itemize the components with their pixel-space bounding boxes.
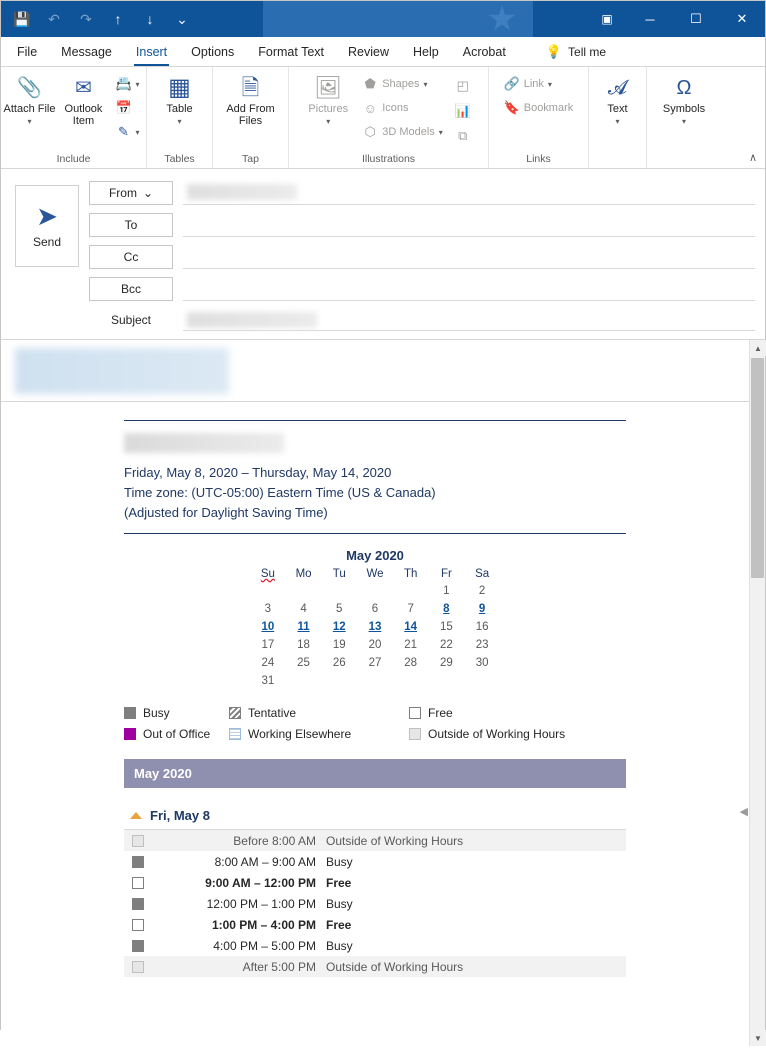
slot-status: Outside of Working Hours <box>326 833 464 848</box>
legend-item-busy <box>124 706 229 720</box>
send-label: Send <box>32 235 62 249</box>
chevron-down-icon: ▾ <box>326 117 331 126</box>
slot-status: Free <box>326 875 352 890</box>
minimize-button[interactable]: ─ <box>645 11 655 27</box>
link-button[interactable] <box>500 73 578 95</box>
outside-hours-swatch-icon <box>409 728 421 740</box>
subject-label: Subject <box>110 313 152 327</box>
cc-button[interactable] <box>89 245 173 269</box>
tab-format-text[interactable]: Format Text <box>258 44 325 59</box>
weekday-su: Su <box>260 568 275 580</box>
calendar-day-14: 14 <box>404 621 418 633</box>
legend-item-outside-working-hours <box>409 727 626 741</box>
day-slot-row <box>124 872 626 893</box>
include-small-buttons <box>111 71 143 143</box>
body-scroll-area[interactable] <box>1 420 765 1064</box>
body-vertical-scrollbar[interactable] <box>749 340 765 1046</box>
free-swatch-icon <box>409 707 421 719</box>
save-icon[interactable]: 💾 <box>13 10 31 27</box>
bcc-label: Bcc <box>120 282 141 296</box>
slot-time: After 5:00 PM <box>242 959 316 974</box>
tab-options[interactable]: Options <box>191 44 235 59</box>
day-slot-row <box>124 830 626 851</box>
calendar-day-13: 13 <box>368 621 382 633</box>
move-down-icon[interactable]: ↓ <box>146 11 154 27</box>
calendar-day-9: 9 <box>478 603 486 615</box>
calendar-day-empty <box>357 582 393 600</box>
legend-label-out-of-office: Out of Office <box>143 727 211 741</box>
mini-calendar-table <box>250 567 500 690</box>
calendar-day-20: 20 <box>368 639 382 651</box>
slot-time: 8:00 AM – 9:00 AM <box>214 854 316 869</box>
collapse-ribbon-icon[interactable]: ∧ <box>748 152 757 164</box>
chevron-down-icon: ⌄ <box>142 186 154 200</box>
shapes-label: Shapes <box>382 78 420 90</box>
free-swatch-icon <box>132 877 144 889</box>
to-label: To <box>124 218 138 232</box>
slot-status: Busy <box>326 896 353 911</box>
calendar-day-29: 29 <box>439 657 453 669</box>
title-bar-decoration <box>263 1 533 37</box>
ribbon-display-options-icon[interactable]: ▣ <box>601 12 613 26</box>
tab-acrobat[interactable]: Acrobat <box>462 44 506 59</box>
cc-row <box>89 243 755 271</box>
slot-status: Busy <box>326 854 353 869</box>
signature-icon: ✎ <box>118 124 129 139</box>
subject-row <box>89 307 755 333</box>
calendar-day-empty <box>286 672 322 690</box>
subject-value-redacted <box>187 312 317 328</box>
outside-swatch-icon <box>132 961 144 973</box>
bookmark-button[interactable] <box>500 97 578 119</box>
undo-icon[interactable]: ↶ <box>48 10 60 27</box>
message-body <box>1 340 765 1046</box>
link-icon: 🔗 <box>503 76 520 91</box>
busy-swatch-icon <box>132 856 144 868</box>
calendar-day-empty <box>357 672 393 690</box>
outside-swatch-icon <box>132 835 144 847</box>
calendar-day-1: 1 <box>443 585 450 597</box>
calendar-day-12: 12 <box>332 621 346 633</box>
working-elsewhere-swatch-icon <box>229 728 241 740</box>
links-small-buttons <box>500 71 578 119</box>
group-label-illustrations: Illustrations <box>361 153 416 165</box>
screenshot-icon[interactable]: ⧉ <box>458 128 468 143</box>
chevron-down-icon: ▾ <box>438 127 443 137</box>
weekday-fr: Fr <box>440 568 452 580</box>
picture-icon: 🖼 <box>314 75 343 100</box>
legend-item-out-of-office <box>124 727 229 741</box>
legend-item-free <box>409 706 626 720</box>
to-button[interactable] <box>89 213 173 237</box>
tab-help[interactable]: Help <box>413 44 439 59</box>
pictures-label: Pictures <box>308 103 349 115</box>
calendar-day-2: 2 <box>478 585 486 597</box>
calendar-day-19: 19 <box>332 639 346 651</box>
table-icon: ▦ <box>168 74 191 101</box>
dst-line: (Adjusted for Daylight Saving Time) <box>124 505 328 520</box>
business-card-button[interactable] <box>111 73 143 95</box>
cube-icon: ⬡ <box>364 124 376 139</box>
busy-swatch-icon <box>124 707 136 719</box>
from-input[interactable] <box>183 181 755 205</box>
ribbon-group-links <box>489 67 589 168</box>
chevron-down-icon: ▾ <box>423 79 428 89</box>
symbols-label: Symbols <box>662 103 706 115</box>
slot-time: Before 8:00 AM <box>233 833 316 848</box>
close-button[interactable]: ✕ <box>736 11 748 26</box>
add-from-files-button[interactable] <box>219 71 283 127</box>
slot-time: 4:00 PM – 5:00 PM <box>213 938 316 953</box>
cc-label: Cc <box>123 250 139 264</box>
weekday-tu: Tu <box>332 568 346 580</box>
illustrations-small-buttons <box>358 71 447 143</box>
chevron-down-icon: ▾ <box>177 117 182 126</box>
calendar-day-17: 17 <box>261 639 275 651</box>
link-label: Link <box>523 78 544 90</box>
calendar-day-15: 15 <box>439 621 453 633</box>
mini-calendar-title: May 2020 <box>346 548 404 563</box>
envelope-icon: ✉ <box>75 77 92 99</box>
timezone-line: Time zone: (UTC-05:00) Eastern Time (US & Canada) <box>124 485 436 500</box>
tell-me-label: Tell me <box>568 44 607 59</box>
text-button[interactable] <box>592 71 644 128</box>
window-controls <box>587 1 765 37</box>
day-header-label: Fri, May 8 <box>150 808 210 823</box>
ribbon-group-illustrations <box>289 67 489 168</box>
calendar-day-5: 5 <box>336 603 343 615</box>
calendar-day-empty <box>286 582 322 600</box>
documents-icon: 🗎 <box>241 75 260 100</box>
date-range-line: Friday, May 8, 2020 – Thursday, May 14, 2020 <box>124 465 392 480</box>
tab-file[interactable]: File <box>17 44 38 59</box>
table-label: Table <box>166 103 193 115</box>
scroll-down-arrow-icon[interactable]: ▼ <box>750 1030 766 1046</box>
calendar-day-empty <box>250 582 286 600</box>
calendar-day-30: 30 <box>475 657 489 669</box>
legend-label-working-elsewhere: Working Elsewhere <box>248 727 352 741</box>
month-banner: May 2020 <box>124 759 626 788</box>
icons-icon: ☺ <box>363 100 377 116</box>
chevron-down-icon: ▾ <box>681 117 686 126</box>
calendar-day-23: 23 <box>475 639 489 651</box>
calendar-icon: 📅 <box>115 100 132 115</box>
calendar-day-3: 3 <box>264 603 272 615</box>
bcc-row <box>89 275 755 303</box>
calendar-day-6: 6 <box>371 603 379 615</box>
calendar-week-row <box>250 600 500 618</box>
calendar-day-empty <box>393 672 429 690</box>
legend-label-outside-working-hours: Outside of Working Hours <box>428 727 566 741</box>
signature-button[interactable] <box>111 121 143 143</box>
calendar-day-11: 11 <box>297 621 310 633</box>
from-label: From <box>108 186 137 200</box>
tell-me-search[interactable] <box>536 37 616 66</box>
symbols-button[interactable] <box>652 71 716 128</box>
calendar-day-10: 10 <box>261 621 275 633</box>
cc-input[interactable] <box>183 245 755 269</box>
from-row <box>89 179 755 207</box>
bookmark-icon: 🔖 <box>503 100 520 115</box>
chevron-down-icon: ▾ <box>547 79 552 89</box>
ribbon-group-tables <box>147 67 213 168</box>
slot-status: Outside of Working Hours <box>326 959 464 974</box>
slot-status: Free <box>326 917 352 932</box>
calendar-button[interactable] <box>111 97 143 119</box>
attach-file-label: Attach File <box>3 103 56 115</box>
calendar-week-row <box>250 582 500 600</box>
attach-file-button[interactable] <box>3 71 55 128</box>
redo-icon[interactable]: ↷ <box>80 10 92 27</box>
tab-review[interactable]: Review <box>348 44 390 59</box>
scroll-up-arrow-icon[interactable]: ▲ <box>750 340 766 356</box>
mini-calendar <box>250 548 500 690</box>
calendar-day-18: 18 <box>297 639 310 651</box>
bcc-button[interactable] <box>89 277 173 301</box>
move-up-icon[interactable]: ↑ <box>114 11 122 27</box>
from-value-redacted <box>187 184 297 200</box>
day-slot-row <box>124 914 626 935</box>
collapse-triangle-icon[interactable] <box>130 812 142 819</box>
body-signature-redacted <box>15 348 229 394</box>
legend-label-free: Free <box>428 706 453 720</box>
day-slot-row <box>124 893 626 914</box>
calendar-day-25: 25 <box>297 657 310 669</box>
ribbon <box>1 67 765 169</box>
legend-item-working-elsewhere <box>229 727 409 741</box>
document-top-rule <box>124 420 626 421</box>
chevron-down-icon: ▾ <box>27 117 32 126</box>
lightbulb-icon: 💡 <box>545 43 563 59</box>
quick-access-toolbar <box>1 4 197 34</box>
ribbon-group-symbols <box>647 67 721 168</box>
availability-page <box>1 420 765 977</box>
calendar-day-27: 27 <box>368 657 382 669</box>
paperclip-icon: 📎 <box>17 77 42 99</box>
send-button[interactable] <box>15 185 79 267</box>
weekday-header-row <box>250 567 500 582</box>
weekday-sa: Sa <box>475 568 490 580</box>
tab-message[interactable]: Message <box>61 44 112 59</box>
status-legend <box>124 706 626 741</box>
calendar-day-31: 31 <box>261 675 275 687</box>
calendar-day-empty <box>393 582 429 600</box>
tab-insert[interactable]: Insert <box>124 37 179 66</box>
3d-models-button[interactable] <box>358 121 447 143</box>
ribbon-tabs <box>1 37 765 67</box>
chevron-down-icon: ▾ <box>615 117 620 126</box>
availability-meta <box>124 463 626 523</box>
outlook-item-button[interactable] <box>57 71 109 127</box>
calendar-day-22: 22 <box>439 639 453 651</box>
smartart-icon[interactable]: ◰ <box>456 78 469 93</box>
out-of-office-swatch-icon <box>124 728 136 740</box>
day-slot-row <box>124 956 626 977</box>
group-label-tables: Tables <box>164 153 195 165</box>
day-slot-row <box>124 851 626 872</box>
chevron-down-icon: ▾ <box>135 127 140 137</box>
from-button[interactable] <box>89 181 173 205</box>
table-button[interactable] <box>154 71 206 128</box>
calendar-day-empty <box>464 672 500 690</box>
calendar-day-empty <box>321 582 357 600</box>
text-label: Text <box>607 103 628 115</box>
business-card-icon: 📇 <box>115 76 132 91</box>
pictures-button[interactable] <box>300 71 356 128</box>
legend-label-tentative: Tentative <box>248 706 297 720</box>
calendar-week-row <box>250 618 500 636</box>
day-slot-list <box>124 829 626 977</box>
maximize-button[interactable]: ☐ <box>690 11 702 26</box>
text-box-icon: 𝓐 <box>607 77 628 99</box>
weekday-we: We <box>366 568 384 580</box>
legend-item-tentative <box>229 706 409 720</box>
send-icon: ➤ <box>36 201 58 231</box>
calendar-day-4: 4 <box>300 603 307 615</box>
calendar-day-8: 8 <box>443 603 450 615</box>
to-row <box>89 211 755 239</box>
illustrations-mini-buttons <box>449 71 477 147</box>
ribbon-group-text <box>589 67 647 168</box>
outlook-item-label: Outlook Item <box>64 103 103 127</box>
icons-label: Icons <box>382 102 409 114</box>
meta-rule <box>124 533 626 534</box>
slot-time: 12:00 PM – 1:00 PM <box>206 896 316 911</box>
calendar-day-empty <box>429 672 465 690</box>
weekday-th: Th <box>403 568 418 580</box>
shapes-icon: ⬟ <box>364 76 376 91</box>
bookmark-label: Bookmark <box>523 102 574 114</box>
day-slot-row <box>124 935 626 956</box>
add-from-files-label: Add From Files <box>226 103 275 127</box>
message-body-top <box>1 340 765 402</box>
ribbon-group-include <box>1 67 147 168</box>
address-fields <box>89 179 755 333</box>
document-title-redacted <box>124 433 284 453</box>
title-bar <box>1 1 765 37</box>
calendar-day-21: 21 <box>404 639 418 651</box>
chart-icon[interactable]: 📊 <box>454 103 471 118</box>
calendar-day-16: 16 <box>475 621 489 633</box>
calendar-week-row <box>250 672 500 690</box>
ribbon-group-tap <box>213 67 289 168</box>
scrollbar-thumb[interactable] <box>751 358 764 578</box>
availability-document <box>124 420 626 977</box>
busy-swatch-icon <box>132 940 144 952</box>
customize-qat-icon[interactable]: ⌄ <box>176 10 188 27</box>
to-input[interactable] <box>183 213 755 237</box>
mini-calendar-body <box>250 582 500 690</box>
calendar-day-empty <box>321 672 357 690</box>
calendar-week-row <box>250 636 500 654</box>
weekday-mo: Mo <box>295 568 312 580</box>
calendar-day-28: 28 <box>404 657 418 669</box>
day-header[interactable] <box>124 808 626 823</box>
chevron-down-icon: ▾ <box>135 79 140 89</box>
compose-header <box>1 169 765 340</box>
calendar-week-row <box>250 654 500 672</box>
calendar-day-7: 7 <box>407 603 414 615</box>
tentative-swatch-icon <box>229 707 241 719</box>
omega-icon: Ω <box>676 77 692 99</box>
group-label-include: Include <box>56 153 91 165</box>
bcc-input[interactable] <box>183 277 755 301</box>
calendar-day-26: 26 <box>332 657 346 669</box>
slot-time: 9:00 AM – 12:00 PM <box>205 875 316 890</box>
group-label-tap: Tap <box>242 153 259 165</box>
legend-label-busy: Busy <box>143 706 170 720</box>
subject-input[interactable] <box>183 309 755 331</box>
free-swatch-icon <box>132 919 144 931</box>
busy-swatch-icon <box>132 898 144 910</box>
slot-time: 1:00 PM – 4:00 PM <box>211 917 316 932</box>
group-label-links: Links <box>526 153 551 165</box>
slot-status: Busy <box>326 938 353 953</box>
3d-models-label: 3D Models <box>382 126 435 138</box>
shapes-button[interactable] <box>358 73 447 95</box>
split-handle-icon[interactable]: ◀ <box>739 806 748 818</box>
calendar-day-24: 24 <box>261 657 275 669</box>
icons-button[interactable] <box>358 97 447 119</box>
